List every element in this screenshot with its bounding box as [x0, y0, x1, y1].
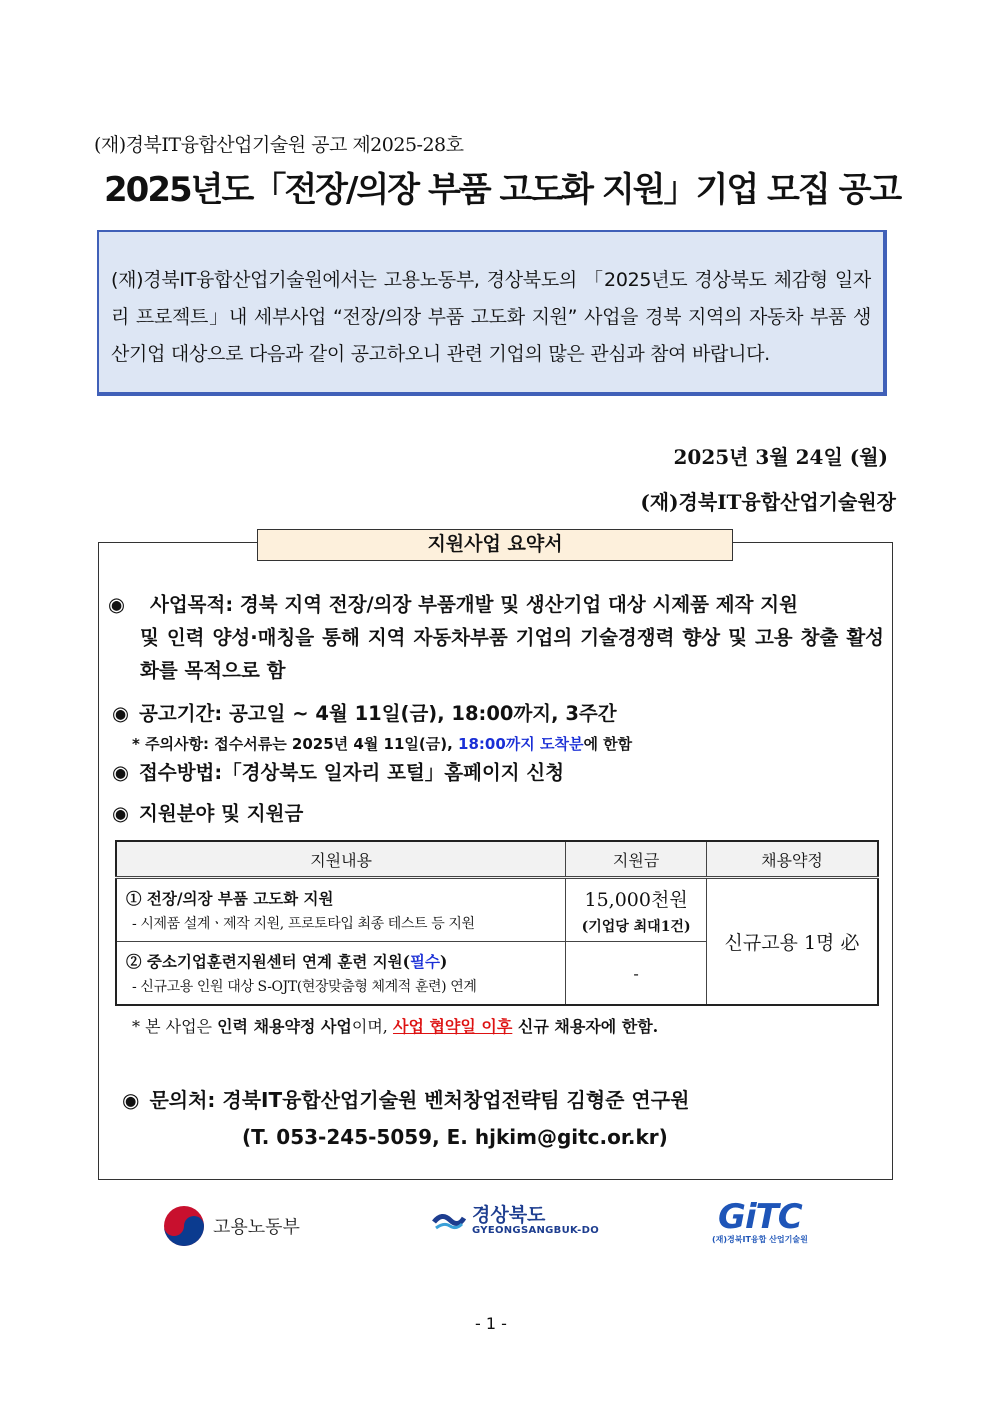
row2-sub: - 신규고용 인원 대상 S-OJT(현장맞춤형 체계적 훈련) 연계 [132, 979, 477, 995]
header-hire: 채용약정 [706, 841, 878, 878]
contact-text: 문의처: 경북IT융합산업기술원 벤처창업전략팀 김형준 연구원 [149, 1088, 690, 1112]
caution-pre: * 주의사항: 접수서류는 2025년 4월 11일(금), [132, 735, 459, 753]
bullet-icon: ◉ [112, 802, 130, 825]
publish-date: 2025년 3월 24일 (월) [673, 445, 888, 469]
intro-text: (재)경북IT융합산업기술원에서는 고용노동부, 경상북도의 「2025년도 경상북도 체감형 일자리 프로젝트」내 세부사업 “전장/의장 부품 고도화 지원” 사업을 경북 지역의 자동차 부품 생산기업 대상으로 다음과 같이 공고하오니 관련 기업의 많은 관심과 참여 바랍니다. [111, 269, 871, 365]
bullet-icon: ◉ [112, 761, 130, 784]
header-content: 지원내용 [116, 841, 566, 878]
row1-title: ① 전장/의장 부품 고도화 지원 [126, 889, 334, 908]
row1-amount [566, 878, 707, 942]
row2-content [116, 942, 566, 1006]
header-amount: 지원금 [566, 841, 707, 878]
note-red: 사업 협약일 이후 [392, 1017, 513, 1036]
bullet-icon: ◉ [122, 1088, 140, 1112]
row1-sub: - 시제품 설계ㆍ제작 지원, 프로토타입 최종 테스트 등 지원 [132, 916, 475, 932]
note-post: 신규 채용자에 한함. [512, 1017, 659, 1036]
intro-box [97, 230, 887, 396]
page-title: 2025년도「전장/의장 부품 고도화 지원」기업 모집 공고 [104, 170, 901, 210]
gitc-logo [712, 1197, 808, 1245]
gitc-subtitle: (재)경북IT융합 산업기술원 [712, 1235, 808, 1244]
contact-detail: (T. 053-245-5059, E. hjkim@gitc.or.kr) [242, 1125, 668, 1149]
period-item [112, 698, 617, 726]
program-note [132, 1014, 658, 1037]
caution-note [132, 733, 632, 754]
table-header-row [116, 841, 878, 878]
support-table [115, 840, 879, 1006]
hire-requirement: 신규고용 1명 必 [706, 878, 878, 1006]
purpose-line1: 사업목적: 경북 지역 전장/의장 부품개발 및 생산기업 대상 시제품 제작 지원 [150, 593, 798, 616]
gyeongbuk-logo [432, 1205, 599, 1236]
caution-post: 에 한함 [583, 735, 633, 753]
note-mid: 이며, [351, 1017, 393, 1036]
row1-content [116, 878, 566, 942]
table-row [116, 878, 878, 942]
gyeongbuk-en: GYEONGSANGBUK-DO [472, 1225, 600, 1236]
summary-tab: 지원사업 요약서 [257, 529, 733, 561]
announcement-number: (재)경북IT융합산업기술원 공고 제2025-28호 [94, 134, 464, 156]
row2-title-pre: ② 중소기업훈련지원센터 연계 훈련 지원( [126, 952, 410, 971]
bullet-icon: ◉ [108, 593, 126, 616]
purpose-rest: 및 인력 양성·매칭을 통해 지역 자동차부품 기업의 기술경쟁력 향상 및 고용 창출 활성화를 목적으로 함 [140, 626, 884, 682]
period-text: 공고기간: 공고일 ~ 4월 11일(금), 18:00까지, 3주간 [139, 702, 617, 725]
gyeongbuk-emblem-icon [432, 1208, 466, 1234]
row2-required: 필수 [410, 952, 440, 971]
row2-title [118, 944, 564, 972]
note-pre: * 본 사업은 [132, 1017, 218, 1036]
purpose-item [108, 588, 884, 687]
gitc-wordmark: GiTC [718, 1197, 802, 1237]
row1-amount-value: 15,000천원 [584, 888, 688, 911]
row2-title-post: ) [439, 952, 448, 971]
taegeuk-icon [163, 1205, 205, 1247]
method-text: 접수방법:「경상북도 일자리 포털」홈페이지 신청 [139, 761, 565, 784]
caution-deadline: 18:00까지 도착분 [458, 735, 584, 753]
moel-logo [163, 1205, 300, 1247]
publisher: (재)경북IT융합산업기술원장 [640, 490, 896, 514]
note-bold: 인력 채용약정 사업 [217, 1017, 352, 1036]
row1-amount-note: (기업당 최대1건) [581, 918, 691, 935]
field-item [112, 798, 303, 826]
field-text: 지원분야 및 지원금 [139, 802, 304, 825]
moel-name: 고용노동부 [213, 1217, 300, 1238]
page-number: - 1 - [475, 1314, 507, 1333]
method-item [112, 757, 564, 785]
row2-amount: - [566, 942, 707, 1006]
contact-item [122, 1084, 689, 1113]
gyeongbuk-kr: 경상북도 [472, 1204, 546, 1226]
bullet-icon: ◉ [112, 702, 130, 725]
